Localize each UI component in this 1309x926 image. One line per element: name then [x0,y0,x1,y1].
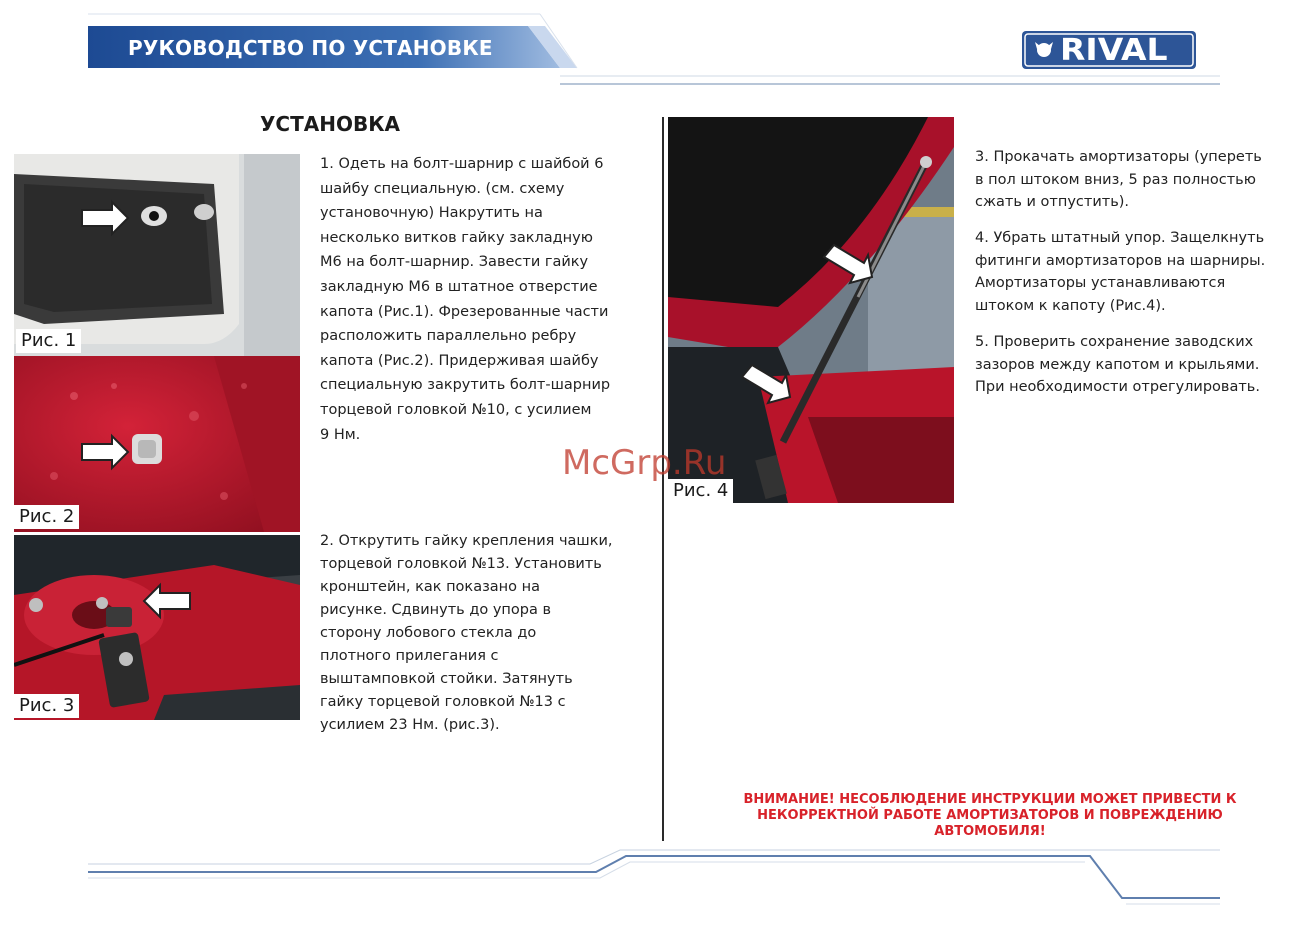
photo-fig2 [14,356,300,532]
figure-label: Рис. 3 [14,694,79,718]
footer-lines [0,840,1309,910]
section-heading: УСТАНОВКА [260,112,401,136]
step-5-text: 5. Проверить сохранение заводских зазоров между капотом и крыльями. При необходимости отрегулировать. [975,334,1260,396]
watermark: McGrp.Ru [562,443,727,483]
photo-fig1 [14,154,300,356]
header-title: РУКОВОДСТВО ПО УСТАНОВКЕ [128,36,493,60]
logo-text: RIVAL [1060,33,1168,68]
figure-label: Рис. 2 [14,505,79,529]
step-4-text: 4. Убрать штатный упор. Защелкнуть фитинги амортизаторов на шарниры. Амортизаторы устанавливаются штоком к капоту (Рис.4). [975,230,1266,315]
figure-label: Рис. 1 [16,329,81,353]
figure-label: Рис. 4 [668,479,733,503]
step-3-text: 3. Прокачать амортизаторы (упереть в пол штоком вниз, 5 раз полностью сжать и отпустить). [975,149,1262,211]
step-1-text: 1. Одеть на болт-шарнир с шайбой 6 шайбу специальную. (см. схему установочную) Накрутить на несколько витков гайку закладную М6 на болт-шарнир. Завести гайку закладную М6 в штатное отверстие капота (Рис.1). Фрезерованные части расположить параллельно ребру капота (Рис.2). Придерживая шайбу специальную закрутить болт-шарнир торцевой головкой №10, с усилием 9 Нм. [320,156,611,443]
step-2-text: 2. Открутить гайку крепления чашки, торцевой головкой №13. Установить кронштейн, как показано на рисунке. Сдвинуть до упора в сторону лобового стекла до плотного прилегания с выштамповкой стойки. Затянуть гайку торцевой головкой №13 с усилием 23 Нм. (рис.3). [320,533,613,733]
photo-fig3 [14,535,300,720]
warning-text: ВНИМАНИЕ! НЕСОБЛЮДЕНИЕ ИНСТРУКЦИИ МОЖЕТ ПРИВЕСТИ К НЕКОРРЕКТНОЙ РАБОТЕ АМОРТИЗАТОРОВ И ПОВРЕЖДЕНИЮ АВТОМОБИЛЯ! [743,792,1237,839]
